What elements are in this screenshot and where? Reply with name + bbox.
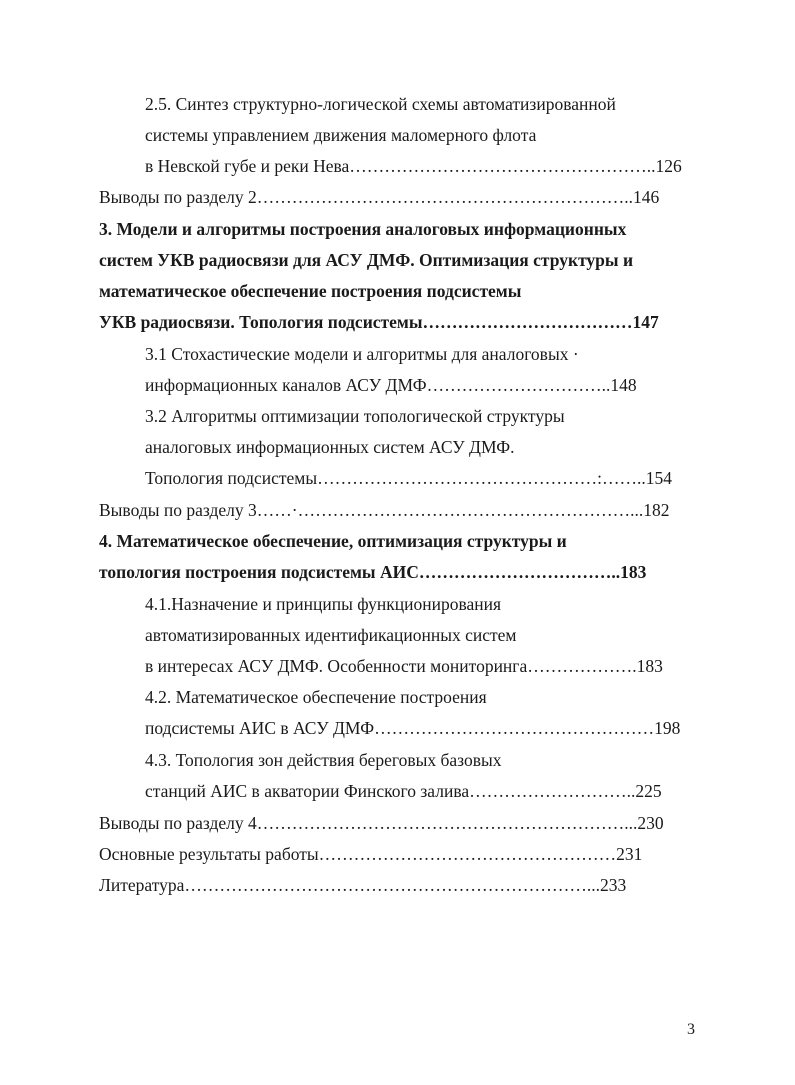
toc-subsection-4-1-line-2: автоматизированных идентификационных систем xyxy=(145,625,517,645)
toc-conclusions-3: Выводы по разделу 3……·…………………………………………………...182 xyxy=(99,500,670,520)
toc-subsection-3-1-line-2: информационных каналов АСУ ДМФ…………………………..148 xyxy=(145,375,637,395)
toc-subsection-4-2-line-2: подсистемы АИС в АСУ ДМФ…………………………………………198 xyxy=(145,718,681,738)
toc-subsection-4-2-line-1: 4.2. Математическое обеспечение построения xyxy=(145,687,487,707)
toc-section-3-line-4: УКВ радиосвязи. Топология подсистемы………………………………147 xyxy=(99,312,659,332)
toc-conclusions-2: Выводы по разделу 2………………………………………………………..146 xyxy=(99,187,660,207)
toc-subsection-2-5-line-3: в Невской губе и реки Нева……………………………………………..126 xyxy=(145,156,682,176)
page-number: 3 xyxy=(687,1021,695,1038)
toc-section-3-line-1: 3. Модели и алгоритмы построения аналоговых информационных xyxy=(99,219,627,239)
toc-subsection-4-3-line-2: станций АИС в акватории Финского залива………………………..225 xyxy=(145,781,662,801)
toc-subsection-2-5-line-2: системы управлением движения маломерного флота xyxy=(145,125,537,145)
toc-references: Литература……………………………………………………………...233 xyxy=(99,875,627,895)
toc-subsection-3-1-line-1: 3.1 Стохастические модели и алгоритмы для аналоговых · xyxy=(145,344,579,364)
toc-subsection-4-1-line-3: в интересах АСУ ДМФ. Особенности мониторинга……………….183 xyxy=(145,656,663,676)
toc-subsection-3-2-line-2: аналоговых информационных систем АСУ ДМФ. xyxy=(145,437,515,457)
toc-section-3-line-3: математическое обеспечение построения подсистемы xyxy=(99,281,522,301)
toc-section-3-line-2: систем УКВ радиосвязи для АСУ ДМФ. Оптимизация структуры и xyxy=(99,250,634,270)
toc-subsection-4-3-line-1: 4.3. Топология зон действия береговых базовых xyxy=(145,750,502,770)
toc-section-4-line-1: 4. Математическое обеспечение, оптимизация структуры и xyxy=(99,531,567,551)
toc-subsection-3-2-line-3: Топология подсистемы…………………………………………:……..154 xyxy=(145,468,672,488)
toc-main-results: Основные результаты работы……………………………………………231 xyxy=(99,844,643,864)
toc-subsection-4-1-line-1: 4.1.Назначение и принципы функционирования xyxy=(145,594,502,614)
toc-conclusions-4: Выводы по разделу 4………………………………………………………...230 xyxy=(99,813,664,833)
toc-section-4-line-2: топология построения подсистемы АИС……………………………..183 xyxy=(99,562,647,582)
toc-subsection-2-5-line-1: 2.5. Синтез структурно-логической схемы автоматизированной xyxy=(145,94,616,114)
toc-subsection-3-2-line-1: 3.2 Алгоритмы оптимизации топологической структуры xyxy=(145,406,565,426)
